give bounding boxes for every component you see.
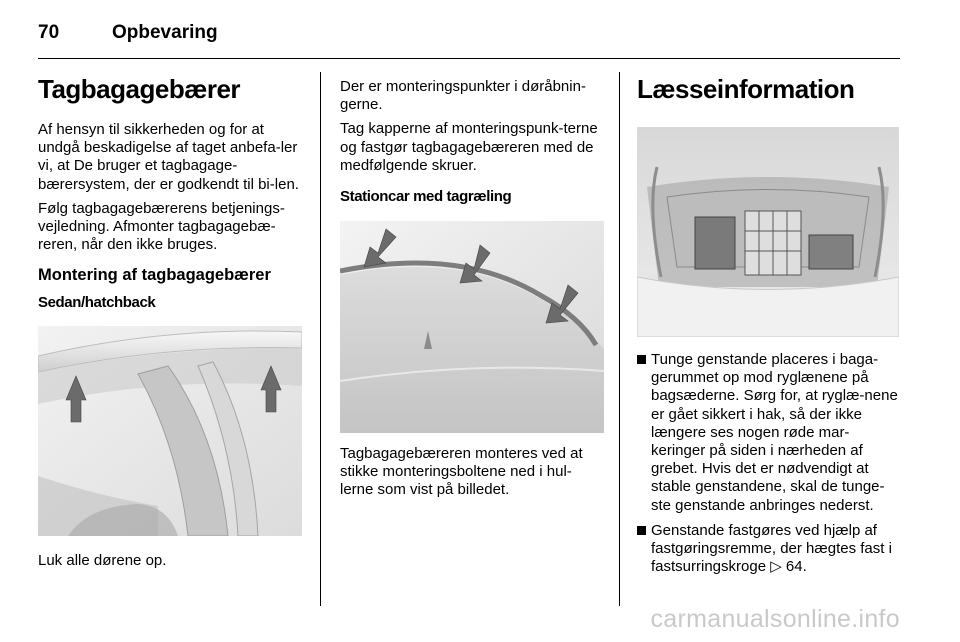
intro-paragraph: Af hensyn til sikkerheden og for at undgå beskadigelse af taget anbefa-ler vi, at De bruger et tagbagage-bærersystem, der er godkendt til bi-len. <box>38 121 299 193</box>
column-divider-1 <box>320 72 321 606</box>
column-2 <box>340 70 606 500</box>
instructions-paragraph: Følg tagbagagebærerens betjenings-vejledning. Afmonter tagbagagebæ-reren, når den ikke bruges. <box>38 199 285 254</box>
figure-caption-bolts: Tagbagagebæreren monteres ved at stikke monteringsboltene ned i hul-lerne som vist på billedet. <box>340 445 583 499</box>
mounting-points-paragraph: Der er monteringspunkter i døråbnin-gerne. <box>340 78 586 114</box>
page-header <box>38 20 218 46</box>
mounting-subheading: Montering af tagbagagebærer <box>38 266 271 285</box>
header-rule <box>38 58 900 59</box>
caps-paragraph: Tag kapperne af monteringspunk-terne og fastgør tagbagagebæreren med de medfølgende skruer. <box>340 120 598 174</box>
sedan-roof-illustration <box>38 326 302 536</box>
cargo-area-illustration <box>637 127 899 337</box>
bullet-text-straps: Genstande fastgøres ved hjælp af fastgøringsremme, der hægtes fast i fastsurringskroge ▷ 64. <box>651 521 892 576</box>
watermark: carmanualsonline.info <box>650 605 900 633</box>
list-item <box>637 351 901 515</box>
sedan-hatchback-label: Sedan/hatchback <box>38 294 156 312</box>
station-wagon-roof-illustration <box>340 221 604 433</box>
figure-caption-open-doors: Luk alle dørene op. <box>38 552 167 570</box>
station-wagon-label: Stationcar med tagræling <box>340 188 512 206</box>
column-1 <box>38 70 306 571</box>
column-divider-2 <box>619 72 620 606</box>
bullet-text-heavy-items: Tunge genstande placeres i baga-gerummet op mod ryglænene på bagsæderne. Sørg for, at ryglæ-nene er gået sikkert i hak, så der ikke længere ses nogen røde mar-keringer på siden i nærheden af grebet. Hvis det er nødvendigt at stable genstandene, skal de tunge-ste genstande anbringes nederst. <box>651 351 898 514</box>
loading-information-heading: Læsseinformation <box>637 74 855 104</box>
roof-rack-heading: Tagbagagebærer <box>38 74 241 104</box>
section-title: Opbevaring <box>112 22 218 43</box>
square-bullet-icon <box>637 526 646 535</box>
square-bullet-icon <box>637 355 646 364</box>
column-3 <box>637 70 901 576</box>
loading-bullet-list <box>637 351 901 576</box>
page-number: 70 <box>38 22 60 43</box>
list-item <box>637 522 901 577</box>
